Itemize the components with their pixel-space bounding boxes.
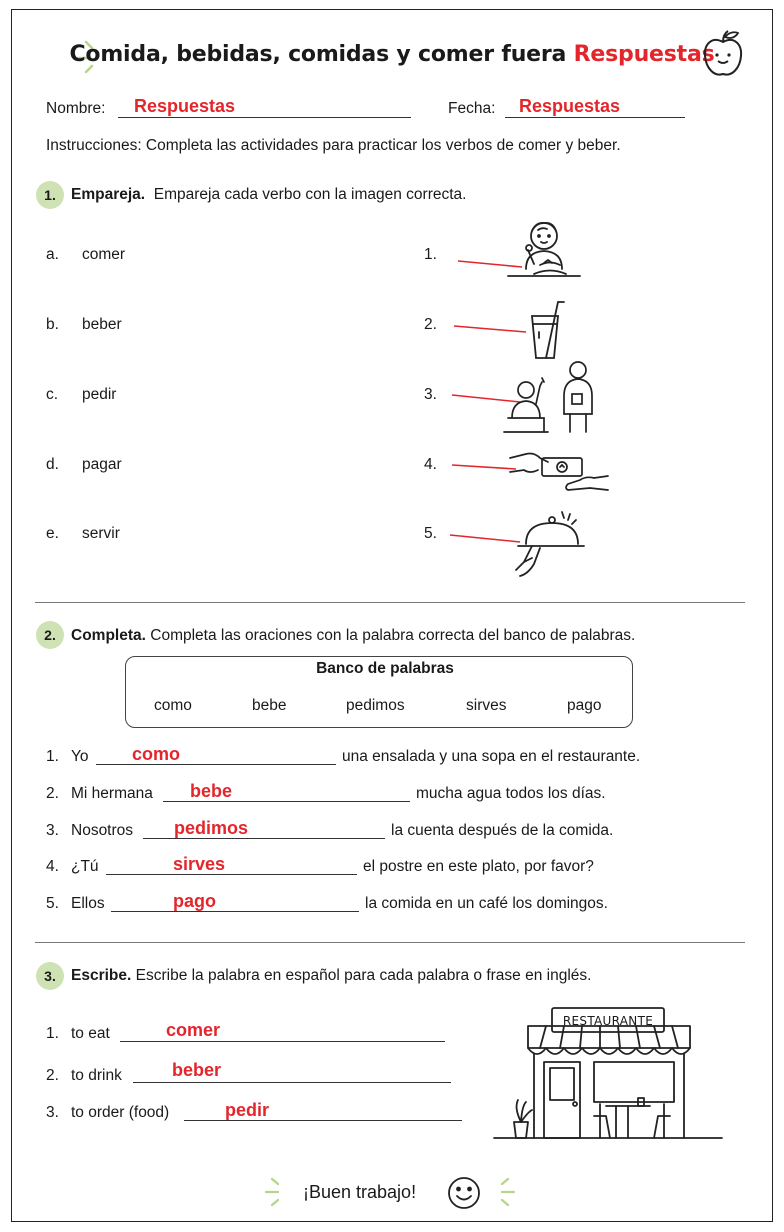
sentence-blank[interactable] [106,874,357,875]
restaurant-sign: RESTAURANTE [562,1014,654,1028]
write-english: to order (food) [71,1104,170,1121]
section-1-badge: 1. [36,181,64,209]
sentence-start: Yo [71,748,89,765]
match-letter: e. [46,525,59,542]
date-field-line[interactable] [505,117,685,118]
smiley-icon [446,1175,482,1211]
date-label: Fecha: [448,100,496,117]
page-title: Comida, bebidas, comidas y comer fuera Respuestas [69,42,715,67]
sentence-end: mucha agua todos los días. [416,785,606,802]
word-bank-title: Banco de palabras [316,660,454,677]
section-divider [35,602,745,603]
sparkle-right-icon [494,1175,518,1209]
footer-text: ¡Buen trabajo! [303,1182,417,1202]
hands-paying-money-icon [508,448,612,498]
match-verb: beber [82,316,122,333]
write-answer: pedir [225,1100,270,1120]
name-field-line[interactable] [118,117,411,118]
word-bank-word: sirves [466,697,507,714]
name-answer: Respuestas [134,96,236,116]
word-bank-word: pago [567,697,602,714]
match-letter: b. [46,316,59,333]
write-number: 1. [46,1025,59,1042]
write-english: to eat [71,1025,110,1042]
glass-with-straw-icon [524,298,568,362]
match-letter: a. [46,246,59,263]
sentence-answer: sirves [173,854,226,874]
sentence-number: 1. [46,748,59,765]
word-bank-word: pedimos [346,697,405,714]
sentence-answer: bebe [190,781,233,801]
sentence-number: 5. [46,895,59,912]
match-number: 4. [424,456,437,473]
word-bank-word: bebe [252,697,287,714]
match-verb: pagar [82,456,122,473]
match-line [452,465,516,469]
sentence-start: Ellos [71,895,105,912]
sentence-answer: como [132,744,181,764]
sentence-end: el postre en este plato, por favor? [363,858,594,875]
sentence-number: 2. [46,785,59,802]
write-blank[interactable] [120,1041,445,1042]
write-answer: beber [172,1060,222,1080]
sentence-start: Nosotros [71,822,134,839]
sentence-answer: pago [173,891,216,911]
write-blank[interactable] [133,1082,451,1083]
match-line [454,326,526,332]
name-label: Nombre: [46,100,106,117]
sentence-number: 4. [46,858,59,875]
write-answer: comer [166,1020,221,1040]
sparkle-left-icon [262,1175,286,1209]
match-number: 5. [424,525,437,542]
sentence-end: una ensalada y una sopa en el restaurante. [342,748,641,765]
match-verb: comer [82,246,126,263]
section-divider [35,942,745,943]
section-3-badge: 3. [36,962,64,990]
sentence-start: Mi hermana [71,785,153,802]
serving-cloche-icon [510,506,590,582]
date-answer: Respuestas [519,96,621,116]
match-number: 2. [424,316,437,333]
match-letter: d. [46,456,59,473]
child-eating-icon [504,214,584,284]
section-2-badge: 2. [36,621,64,649]
word-bank-word: como [154,697,192,714]
section-3-heading: Escribe. Escribe la palabra en español para cada palabra o frase en inglés. [71,967,592,984]
match-verb: servir [82,525,120,542]
match-number: 1. [424,246,437,263]
write-number: 3. [46,1104,59,1121]
write-number: 2. [46,1067,59,1084]
match-verb: pedir [82,386,117,403]
write-english: to drink [71,1067,122,1084]
sentence-answer: pedimos [174,818,249,838]
apple-icon [700,28,746,80]
section-2-heading: Completa. Completa las oraciones con la palabra correcta del banco de palabras. [71,627,636,644]
sentence-end: la comida en un café los domingos. [365,895,608,912]
sentence-end: la cuenta después de la comida. [391,822,614,839]
section-1-heading: Empareja. Empareja cada verbo con la imagen correcta. [71,186,467,203]
instructions: Instrucciones: Completa las actividades para practicar los verbos de comer y beber. [46,137,621,154]
match-number: 3. [424,386,437,403]
ordering-waiter-icon [500,356,600,436]
sentence-start: ¿Tú [71,858,99,875]
match-letter: c. [46,386,59,403]
sentence-blank[interactable] [111,911,359,912]
title-accent: Respuestas [573,42,715,67]
sentence-number: 3. [46,822,59,839]
